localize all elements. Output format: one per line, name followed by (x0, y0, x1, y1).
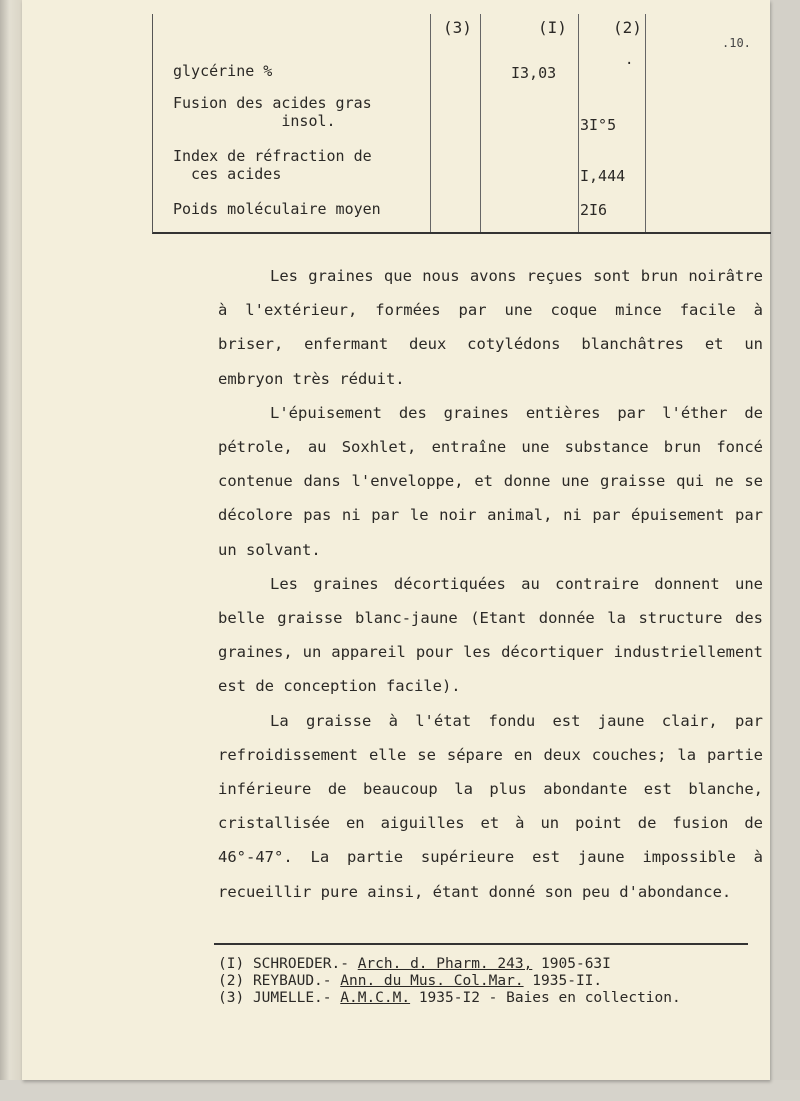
footnote-source: Ann. du Mus. Col.Mar. (340, 973, 524, 989)
footnote-number: (3) (218, 990, 245, 1006)
table-row-label: Index de réfraction de ces acides (173, 147, 372, 183)
footnote (218, 973, 778, 991)
data-table (152, 14, 771, 234)
paragraph: L'épuisement des graines entières par l'éther de pétrole, au Soxhlet, entraîne une substance brun foncé contenue dans l'enveloppe, et donne une graisse qui ne se décolore pas ni par le noir animal, ni par épuisement par un solvant. (218, 403, 763, 559)
binding-edge (0, 0, 24, 1101)
column-header: (2) (613, 18, 642, 37)
table-column-divider (578, 14, 579, 232)
footnote-number: (2) (218, 973, 245, 989)
footnote-source: A.M.C.M. (340, 990, 411, 1006)
footnote (218, 990, 778, 1008)
table-cell: . (625, 52, 634, 68)
paragraph: Les graines que nous avons reçues sont brun noirâtre à l'extérieur, formées par une coque mince facile à briser, enfermant deux cotylédons blanchâtres et un embryon très réduit. (218, 267, 763, 388)
table-row-label: glycérine % (173, 62, 273, 80)
page-number: .10. (722, 36, 751, 50)
footnote-divider (214, 943, 748, 945)
table-row-label: Fusion des acides gras insol. (173, 94, 372, 130)
paragraph: La graisse à l'état fondu est jaune clair, par refroidissement elle se sépare en deux couches; la partie inférieure de beaucoup la plus abondante est blanche, cristallisée en aiguilles et à un point de fusion de 46°-47°. La partie supérieure est jaune impossible à recueillir pure ainsi, étant donné son peu d'abondance. (218, 711, 763, 901)
column-header: (3) (443, 18, 472, 37)
table-cell: I3,03 (511, 64, 557, 82)
table-column-divider (645, 14, 646, 232)
footnote-number: (I) (218, 956, 245, 972)
footnote (218, 956, 778, 974)
table-cell: I,444 (580, 167, 626, 185)
background-right (770, 0, 800, 1101)
footnote-detail: 1935-I2 - Baies en collection. (410, 990, 681, 1006)
footnote-detail: 1905-63I (532, 956, 611, 972)
footnote-author: SCHROEDER.- (252, 956, 349, 972)
footnote-author: REYBAUD.- (252, 973, 332, 989)
background-bottom (0, 1080, 800, 1101)
paragraph: Les graines décortiquées au contraire donnent une belle graisse blanc-jaune (Etant donnée la structure des graines, un appareil pour les décortiquer industriellement est de conception facile). (218, 574, 763, 696)
table-column-divider (430, 14, 431, 232)
footnote-source: Arch. d. Pharm. 243, (357, 956, 533, 972)
body-text (218, 259, 763, 909)
table-column-divider (480, 14, 481, 232)
footnote-author: JUMELLE.- (252, 990, 332, 1006)
table-cell: 3I°5 (580, 116, 617, 134)
table-cell: 2I6 (580, 201, 608, 219)
footnote-detail: 1935-II. (523, 973, 603, 989)
column-header: (I) (538, 18, 567, 37)
table-row-label: Poids moléculaire moyen (173, 200, 381, 218)
